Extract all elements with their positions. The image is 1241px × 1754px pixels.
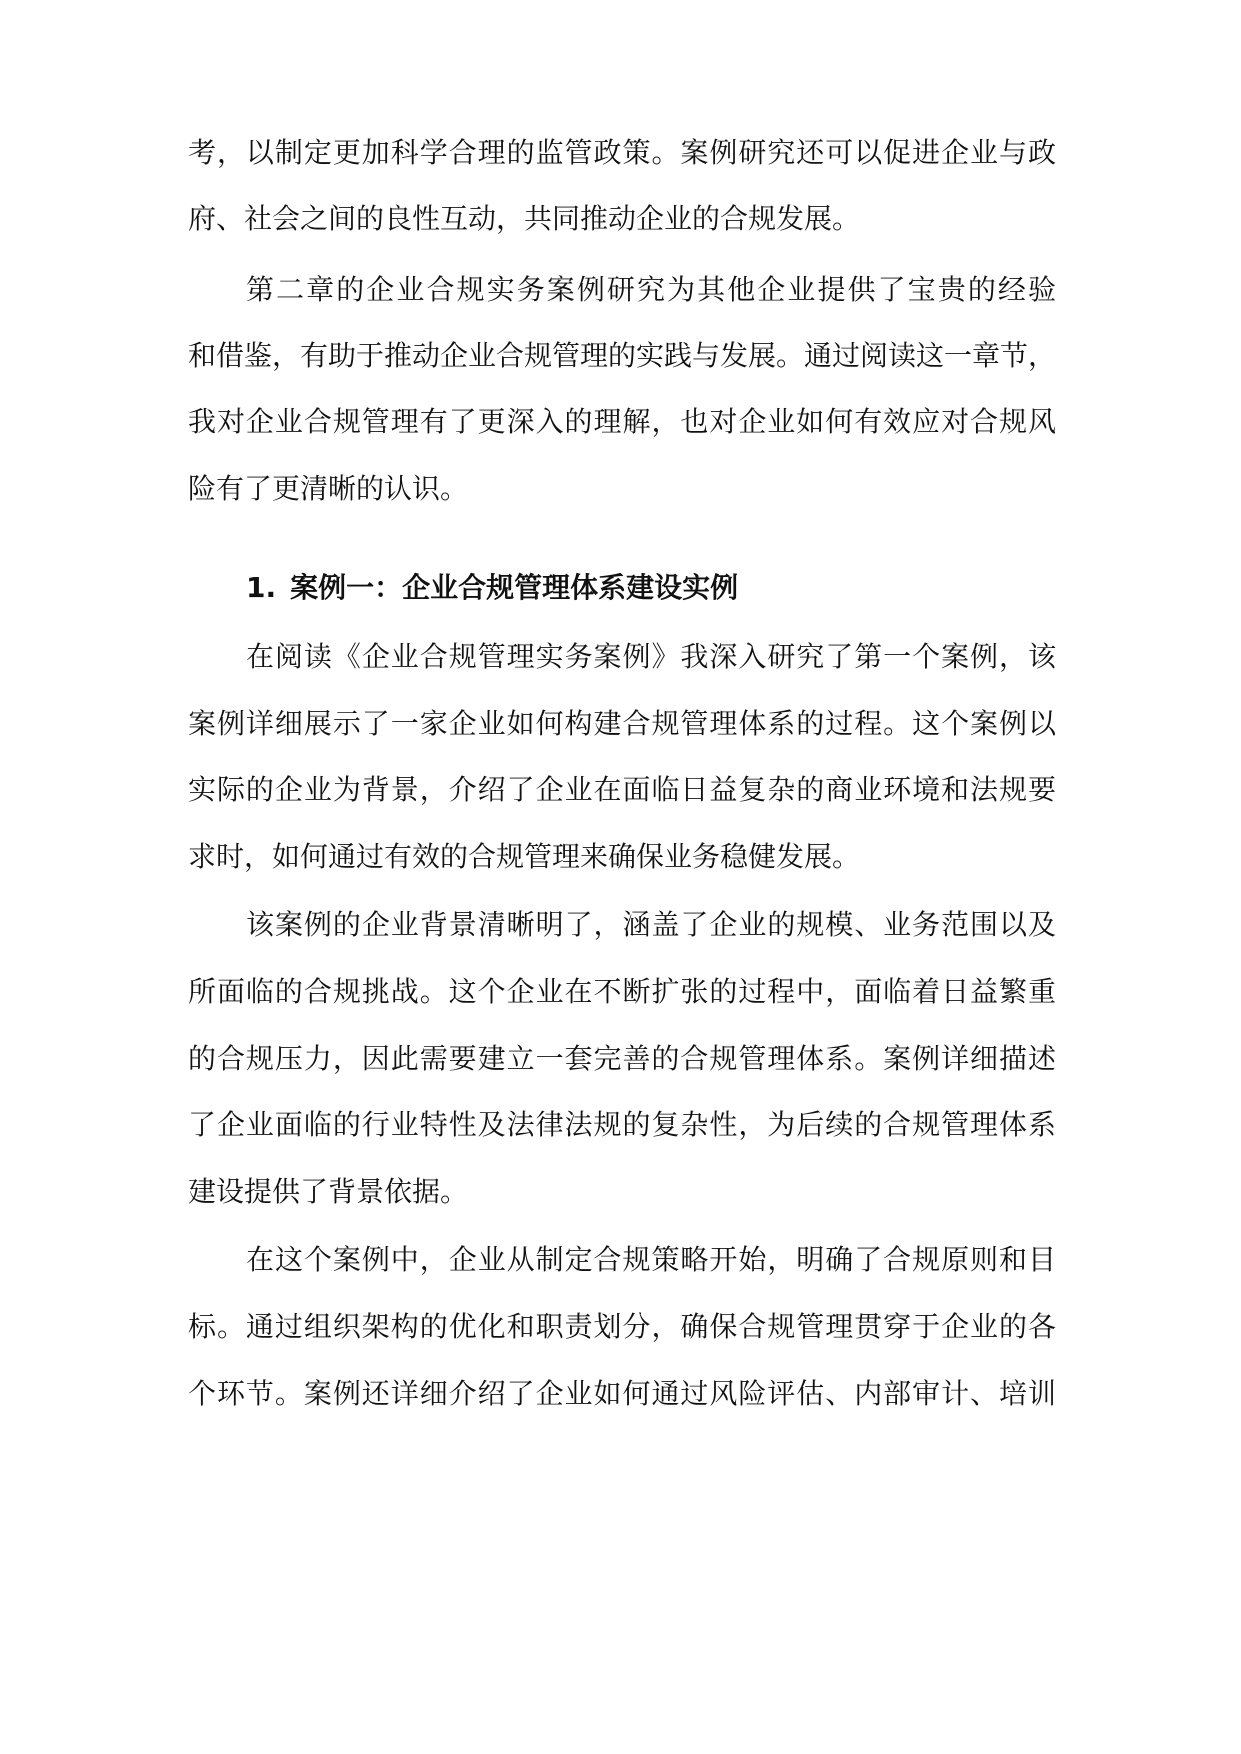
paragraph-line: 标。通过组织架构的优化和职责划分，确保合规管理贯穿于企业的各 — [188, 1310, 1056, 1343]
paragraph-line: 的合规压力，因此需要建立一套完善的合规管理体系。案例详细描述 — [188, 1042, 1056, 1075]
paragraph-line: 实际的企业为背景，介绍了企业在面临日益复杂的商业环境和法规要 — [188, 773, 1056, 806]
paragraph-line: 所面临的合规挑战。这个企业在不断扩张的过程中，面临着日益繁重 — [188, 975, 1056, 1008]
section-heading-title: 案例一：企业合规管理体系建设实例 — [290, 571, 739, 604]
section-heading — [246, 564, 738, 612]
paragraph-line: 求时，如何通过有效的合规管理来确保业务稳健发展。 — [188, 840, 861, 873]
paragraph-line: 和借鉴，有助于推动企业合规管理的实践与发展。通过阅读这一章节， — [188, 339, 1057, 372]
paragraph-line: 险有了更清晰的认识。 — [188, 472, 469, 505]
paragraph-line: 府、社会之间的良性互动，共同推动企业的合规发展。 — [188, 202, 861, 235]
paragraph-line: 建设提供了背景依据。 — [188, 1175, 469, 1208]
paragraph-line: 个环节。案例还详细介绍了企业如何通过风险评估、内部审计、培训 — [188, 1377, 1056, 1410]
paragraph-line: 在这个案例中，企业从制定合规策略开始，明确了合规原则和目 — [246, 1243, 1056, 1276]
paragraph-line: 在阅读《企业合规管理实务案例》我深入研究了第一个案例，该 — [246, 640, 1056, 673]
paragraph-line: 第二章的企业合规实务案例研究为其他企业提供了宝贵的经验 — [246, 273, 1056, 306]
paragraph-line: 该案例的企业背景清晰明了，涵盖了企业的规模、业务范围以及 — [246, 908, 1056, 941]
paragraph-line: 我对企业合规管理有了更深入的理解，也对企业如何有效应对合规风 — [188, 405, 1056, 438]
section-heading-number: 1. — [246, 571, 277, 604]
paragraph-line: 考，以制定更加科学合理的监管政策。案例研究还可以促进企业与政 — [188, 136, 1056, 169]
paragraph-line: 案例详细展示了一家企业如何构建合规管理体系的过程。这个案例以 — [188, 707, 1056, 740]
paragraph-line: 了企业面临的行业特性及法律法规的复杂性，为后续的合规管理体系 — [188, 1108, 1056, 1141]
